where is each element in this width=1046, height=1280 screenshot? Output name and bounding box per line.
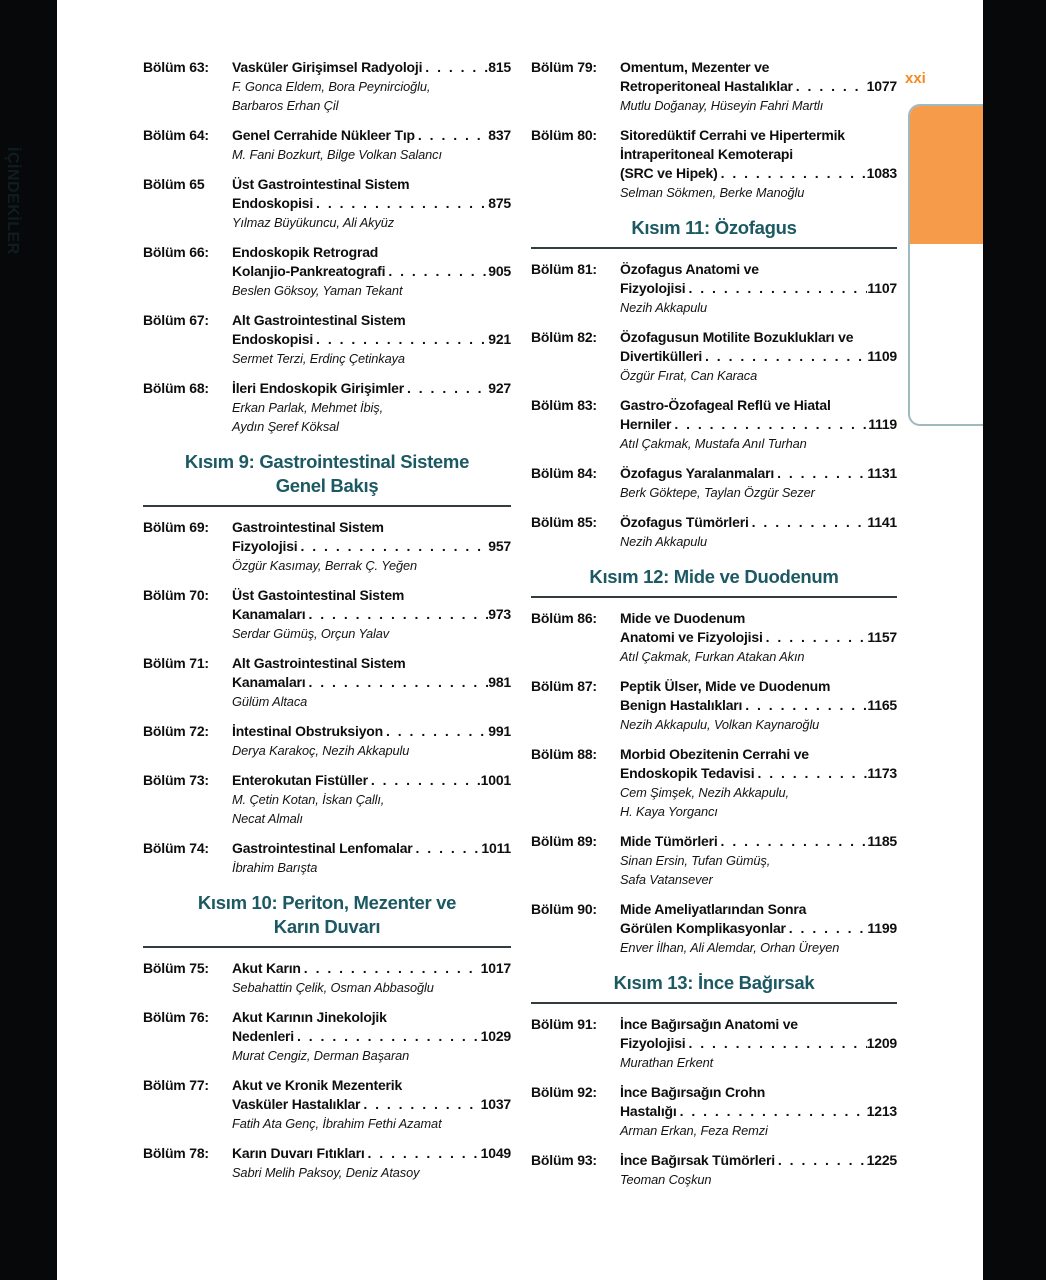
toc-entry (143, 959, 511, 997)
section-rule (143, 505, 511, 507)
chapter-title-leader (232, 771, 511, 790)
chapter-page-number: 981 (488, 674, 511, 690)
chapter-page-number: 927 (488, 380, 511, 396)
chapter-title-line: Kanamaları (232, 674, 306, 690)
chapter-title-line: Endoskopisi (232, 195, 314, 211)
thumb-tab-label: İÇİNDEKİLER (4, 147, 21, 255)
chapter-title-line: Benign Hastalıkları (620, 697, 743, 713)
dot-leader (702, 347, 867, 366)
author-line: M. Çetin Kotan, İskan Çallı, (232, 792, 385, 807)
chapter-label: Bölüm 84: (531, 465, 597, 481)
section-heading-line: Kısım 12: Mide ve Duodenum (589, 566, 839, 587)
chapter-title-line: Nedenleri (232, 1028, 294, 1044)
chapter-title-leader (232, 194, 511, 213)
section-heading (143, 891, 511, 948)
chapter-label: Bölüm 79: (531, 59, 597, 75)
chapter-title-leader (620, 279, 897, 298)
toc-entry (531, 745, 897, 821)
author-line: Özgür Kasımay, Berrak Ç. Yeğen (232, 558, 418, 573)
author-line: Sabri Melih Paksoy, Deniz Atasoy (232, 1165, 420, 1180)
section-heading (143, 450, 511, 507)
chapter-label: Bölüm 90: (531, 901, 597, 917)
chapter-title-leader (620, 1151, 897, 1170)
chapter-page-number: 991 (488, 723, 511, 739)
chapter-body (232, 1144, 511, 1182)
chapter-page-number: 1049 (480, 1145, 511, 1161)
author-line: Barbaros Erhan Çil (232, 98, 339, 113)
author-line: Atıl Çakmak, Mustafa Anıl Turhan (620, 436, 807, 451)
author-line: Sebahattin Çelik, Osman Abbasoğlu (232, 980, 434, 995)
dot-leader (301, 959, 481, 978)
dot-leader (793, 77, 867, 96)
author-line: M. Fani Bozkurt, Bilge Volkan Salancı (232, 147, 442, 162)
chapter-body (232, 311, 511, 368)
chapter-title-line: İleri Endoskopik Girişimler (232, 380, 404, 396)
author-line: Safa Vatansever (620, 872, 713, 887)
chapter-title-leader (620, 464, 897, 483)
chapter-label: Bölüm 85: (531, 514, 597, 530)
toc-entry (143, 839, 511, 877)
chapter-page-number: 1157 (867, 629, 897, 645)
toc-entry (143, 175, 511, 232)
author-line: Cem Şimşek, Nezih Akkapulu, (620, 785, 789, 800)
chapter-page-number: 1001 (480, 772, 511, 788)
chapter-title-leader (620, 1102, 897, 1121)
toc-column-left (143, 58, 511, 1193)
chapter-title-leader (620, 77, 897, 96)
author-line: F. Gonca Eldem, Bora Peynircioğlu, (232, 79, 431, 94)
chapter-page-number: 1107 (867, 280, 897, 296)
toc-entry (531, 126, 897, 202)
chapter-thumb-tab (908, 104, 983, 426)
chapter-title-line: Fizyolojisi (620, 280, 686, 296)
dot-leader (774, 464, 867, 483)
chapter-title-line: Özofagusun Motilite Bozuklukları ve (620, 329, 854, 345)
author-line: Enver İlhan, Ali Alemdar, Orhan Üreyen (620, 940, 840, 955)
author-line: Serdar Gümüş, Orçun Yalav (232, 626, 390, 641)
chapter-label: Bölüm 91: (531, 1016, 597, 1032)
chapter-label: Bölüm 89: (531, 833, 597, 849)
author-line: Nezih Akkapulu (620, 534, 708, 549)
toc-entry (143, 1008, 511, 1065)
chapter-label: Bölüm 74: (143, 840, 209, 856)
chapter-title-line: Retroperitoneal Hastalıklar (620, 78, 793, 94)
dot-leader (360, 1095, 480, 1114)
section-heading (531, 971, 897, 1004)
author-line: Derya Karakoç, Nezih Akkapulu (232, 743, 410, 758)
chapter-title-line: Akut Karının Jinekolojik (232, 1009, 387, 1025)
chapter-body (620, 832, 897, 889)
section-rule (531, 596, 897, 598)
chapter-body (620, 464, 897, 502)
page-number: xxi (905, 70, 926, 87)
author-line: Atıl Çakmak, Furkan Atakan Akın (620, 649, 805, 664)
chapter-title-leader (620, 513, 897, 532)
chapter-title-leader (620, 628, 897, 647)
chapter-page-number: 973 (488, 606, 511, 622)
chapter-label: Bölüm 92: (531, 1084, 597, 1100)
dot-leader (786, 919, 868, 938)
author-line: Fatih Ata Genç, İbrahim Fethi Azamat (232, 1116, 442, 1131)
toc-entry (143, 722, 511, 760)
chapter-body (620, 900, 897, 957)
author-line: Sinan Ersin, Tufan Gümüş, (620, 853, 771, 868)
chapter-title-line: İntraperitoneal Kemoterapi (620, 146, 793, 162)
toc-column-right (531, 58, 897, 1200)
chapter-label: Bölüm 93: (531, 1152, 597, 1168)
chapter-page-number: 1141 (867, 514, 897, 530)
author-line: Necat Almalı (232, 811, 303, 826)
toc-entry (143, 126, 511, 164)
author-line: Mutlu Doğanay, Hüseyin Fahri Martlı (620, 98, 824, 113)
toc-entry (531, 1151, 897, 1189)
chapter-body (232, 518, 511, 575)
chapter-title-line: Fizyolojisi (620, 1035, 686, 1051)
chapter-body (232, 126, 511, 164)
chapter-title-line: Akut Karın (232, 960, 301, 976)
chapter-title-leader (620, 347, 897, 366)
dot-leader (677, 1102, 867, 1121)
chapter-title-line: Alt Gastrointestinal Sistem (232, 655, 406, 671)
chapter-title-line: Vasküler Girişimsel Radyoloji (232, 59, 423, 75)
chapter-title-line: İnce Bağırsak Tümörleri (620, 1152, 775, 1168)
chapter-page-number: 815 (488, 59, 511, 75)
dot-leader (415, 126, 488, 145)
dot-leader (305, 673, 488, 692)
chapter-page-number: 1077 (866, 78, 897, 94)
dot-leader (305, 605, 488, 624)
toc-entry (143, 243, 511, 300)
chapter-title-line: Genel Cerrahide Nükleer Tıp (232, 127, 415, 143)
chapter-body (620, 513, 897, 551)
chapter-label: Bölüm 69: (143, 519, 209, 535)
chapter-body (232, 1076, 511, 1133)
chapter-title-leader (620, 764, 897, 783)
chapter-body (620, 745, 897, 821)
chapter-title-line: Endoskopisi (232, 331, 314, 347)
chapter-title-line: Mide ve Duodenum (620, 610, 746, 626)
section-heading-line: Kısım 11: Özofagus (631, 217, 797, 238)
section-heading-line: Kısım 13: İnce Bağırsak (613, 972, 815, 993)
chapter-title-leader (620, 919, 897, 938)
chapter-label: Bölüm 73: (143, 772, 209, 788)
chapter-body (620, 328, 897, 385)
dot-leader (422, 58, 488, 77)
chapter-label: Bölüm 83: (531, 397, 597, 413)
chapter-title-leader (232, 126, 511, 145)
chapter-body (232, 175, 511, 232)
chapter-title-line: Kanamaları (232, 606, 306, 622)
chapter-body (620, 396, 897, 453)
chapter-body (620, 1151, 897, 1189)
chapter-title-leader (232, 1095, 511, 1114)
chapter-title-line: Morbid Obezitenin Cerrahi ve (620, 746, 809, 762)
toc-entry (143, 311, 511, 368)
chapter-body (232, 839, 511, 877)
chapter-label: Bölüm 77: (143, 1077, 209, 1093)
chapter-title-leader (232, 839, 511, 858)
chapter-label: Bölüm 66: (143, 244, 209, 260)
dot-leader (368, 771, 481, 790)
chapter-label: Bölüm 81: (531, 261, 597, 277)
page-frame-right (983, 0, 1046, 1280)
section-heading-line: Kısım 9: Gastrointestinal Sisteme (184, 451, 470, 472)
chapter-title-leader (620, 164, 897, 183)
chapter-title-leader (620, 415, 897, 434)
chapter-title-leader (232, 959, 511, 978)
dot-leader (365, 1144, 481, 1163)
chapter-title-line: Mide Tümörleri (620, 833, 718, 849)
toc-entry (143, 58, 511, 115)
author-line: Gülüm Altaca (232, 694, 308, 709)
dot-leader (671, 415, 868, 434)
toc-entry (143, 379, 511, 436)
chapter-title-line: Sitoredüktif Cerrahi ve Hipertermik (620, 127, 845, 143)
toc-entry (143, 654, 511, 711)
chapter-label: Bölüm 76: (143, 1009, 209, 1025)
chapter-title-line: Akut ve Kronik Mezenterik (232, 1077, 403, 1093)
chapter-page-number: 875 (488, 195, 511, 211)
chapter-label: Bölüm 68: (143, 380, 209, 396)
chapter-title-line: Kolanjio-Pankreatografi (232, 263, 386, 279)
chapter-body (620, 1015, 897, 1072)
chapter-title-line: Mide Ameliyatlarından Sonra (620, 901, 807, 917)
chapter-title-leader (232, 1144, 511, 1163)
dot-leader (297, 537, 488, 556)
dot-leader (718, 832, 868, 851)
dot-leader (749, 513, 868, 532)
chapter-label: Bölüm 70: (143, 587, 209, 603)
chapter-page-number: 1199 (867, 920, 897, 936)
chapter-title-line: İntestinal Obstruksiyon (232, 723, 383, 739)
author-line: Teoman Coşkun (620, 1172, 712, 1187)
author-line: Sermet Terzi, Erdinç Çetinkaya (232, 351, 405, 366)
section-heading (531, 565, 897, 598)
author-line: Aydın Şeref Köksal (232, 419, 339, 434)
author-line: Arman Erkan, Feza Remzi (620, 1123, 768, 1138)
chapter-title-leader (232, 58, 511, 77)
chapter-body (620, 260, 897, 317)
chapter-title-leader (232, 605, 511, 624)
chapter-body (232, 654, 511, 711)
chapter-title-line: Herniler (620, 416, 672, 432)
toc-entry (531, 58, 897, 115)
chapter-body (232, 722, 511, 760)
chapter-label: Bölüm 82: (531, 329, 597, 345)
chapter-page-number: 1083 (866, 165, 897, 181)
dot-leader (313, 330, 488, 349)
chapter-label: Bölüm 75: (143, 960, 209, 976)
chapter-page-number: 1213 (866, 1103, 897, 1119)
toc-entry (531, 260, 897, 317)
chapter-label: Bölüm 86: (531, 610, 597, 626)
chapter-title-line: Hastalığı (620, 1103, 677, 1119)
chapter-title-line: Gastro-Özofageal Reflü ve Hiatal (620, 397, 831, 413)
chapter-body (620, 677, 897, 734)
toc-entry (531, 328, 897, 385)
chapter-title-line: Üst Gastointestinal Sistem (232, 587, 405, 603)
section-heading-line: Kısım 10: Periton, Mezenter ve (197, 892, 457, 913)
chapter-body (232, 586, 511, 643)
dot-leader (685, 279, 867, 298)
chapter-label: Bölüm 67: (143, 312, 209, 328)
chapter-title-line: Karın Duvarı Fıtıkları (232, 1145, 365, 1161)
chapter-title-leader (620, 696, 897, 715)
author-line: Özgür Fırat, Can Karaca (620, 368, 758, 383)
chapter-page-number: 1165 (867, 697, 897, 713)
chapter-title-line: Fizyolojisi (232, 538, 298, 554)
author-line: İbrahim Barışta (232, 860, 318, 875)
chapter-page-number: 921 (488, 331, 511, 347)
chapter-page-number: 1225 (866, 1152, 897, 1168)
dot-leader (763, 628, 868, 647)
section-rule (531, 1002, 897, 1004)
toc-entry (531, 609, 897, 666)
chapter-body (232, 243, 511, 300)
chapter-title-line: (SRC ve Hipek) (620, 165, 718, 181)
chapter-title-line: Gastrointestinal Lenfomalar (232, 840, 413, 856)
chapter-title-line: Endoskopik Retrograd (232, 244, 379, 260)
chapter-title-leader (232, 722, 511, 741)
chapter-title-line: Gastrointestinal Sistem (232, 519, 384, 535)
author-line: Murat Cengiz, Derman Başaran (232, 1048, 410, 1063)
chapter-page-number: 957 (488, 538, 511, 554)
chapter-title-line: Özofagus Anatomi ve (620, 261, 759, 277)
chapter-body (232, 379, 511, 436)
author-line: Nezih Akkapulu (620, 300, 708, 315)
chapter-body (232, 1008, 511, 1065)
chapter-page-number: 1017 (480, 960, 511, 976)
chapter-title-line: Peptik Ülser, Mide ve Duodenum (620, 678, 831, 694)
chapter-page-number: 1029 (480, 1028, 511, 1044)
chapter-title-leader (232, 537, 511, 556)
chapter-title-line: Özofagus Tümörleri (620, 514, 749, 530)
chapter-title-leader (620, 832, 897, 851)
chapter-label: Bölüm 78: (143, 1145, 209, 1161)
section-rule (143, 946, 511, 948)
chapter-title-leader (232, 262, 511, 281)
section-heading-line: Karın Duvarı (273, 916, 381, 937)
chapter-title-leader (232, 330, 511, 349)
toc-entry (531, 1015, 897, 1072)
toc-entry (531, 832, 897, 889)
toc-entry (531, 464, 897, 502)
chapter-page-number: 1209 (866, 1035, 897, 1051)
chapter-title-line: İnce Bağırsağın Crohn (620, 1084, 766, 1100)
chapter-title-line: Divertikülleri (620, 348, 703, 364)
toc-entry (531, 513, 897, 551)
dot-leader (313, 194, 488, 213)
chapter-body (232, 58, 511, 115)
chapter-page-number: 837 (488, 127, 511, 143)
chapter-label: Bölüm 64: (143, 127, 209, 143)
section-heading (531, 216, 897, 249)
dot-leader (754, 764, 867, 783)
chapter-page-number: 1109 (867, 348, 897, 364)
chapter-body (232, 771, 511, 828)
chapter-body (620, 126, 897, 202)
author-line: Selman Sökmen, Berke Manoğlu (620, 185, 805, 200)
chapter-body (232, 959, 511, 997)
chapter-title-line: Omentum, Mezenter ve (620, 59, 770, 75)
toc-entry (531, 396, 897, 453)
dot-leader (775, 1151, 867, 1170)
thumb-tab-orange-block (910, 106, 983, 244)
author-line: Murathan Erkent (620, 1055, 714, 1070)
chapter-title-line: Enterokutan Fistüller (232, 772, 368, 788)
chapter-label: Bölüm 71: (143, 655, 209, 671)
dot-leader (294, 1027, 481, 1046)
chapter-title-leader (232, 379, 511, 398)
section-rule (531, 247, 897, 249)
toc-entry (143, 586, 511, 643)
chapter-title-line: Özofagus Yaralanmaları (620, 465, 775, 481)
chapter-title-line: Alt Gastrointestinal Sistem (232, 312, 406, 328)
dot-leader (404, 379, 488, 398)
toc-entry (531, 1083, 897, 1140)
chapter-page-number: 1173 (867, 765, 897, 781)
toc-entry (143, 771, 511, 828)
chapter-label: Bölüm 63: (143, 59, 209, 75)
toc-entry (143, 1076, 511, 1133)
dot-leader (742, 696, 867, 715)
dot-leader (383, 722, 488, 741)
chapter-title-leader (232, 1027, 511, 1046)
author-line: Beslen Göksoy, Yaman Tekant (232, 283, 403, 298)
chapter-title-leader (620, 1034, 897, 1053)
chapter-page-number: 1037 (480, 1096, 511, 1112)
chapter-title-leader (232, 673, 511, 692)
dot-leader (385, 262, 488, 281)
chapter-title-line: Anatomi ve Fizyolojisi (620, 629, 763, 645)
chapter-title-line: Vasküler Hastalıklar (232, 1096, 361, 1112)
chapter-page-number: 905 (488, 263, 511, 279)
dot-leader (413, 839, 482, 858)
author-line: Nezih Akkapulu, Volkan Kaynaroğlu (620, 717, 820, 732)
author-line: Yılmaz Büyükuncu, Ali Akyüz (232, 215, 395, 230)
toc-entry (531, 900, 897, 957)
author-line: Erkan Parlak, Mehmet İbiş, (232, 400, 384, 415)
chapter-page-number: 1131 (867, 465, 897, 481)
chapter-page-number: 1011 (481, 840, 511, 856)
chapter-label: Bölüm 87: (531, 678, 597, 694)
chapter-label: Bölüm 72: (143, 723, 209, 739)
chapter-title-line: Üst Gastrointestinal Sistem (232, 176, 410, 192)
chapter-label: Bölüm 65 (143, 176, 205, 192)
chapter-title-line: Görülen Komplikasyonlar (620, 920, 786, 936)
chapter-body (620, 1083, 897, 1140)
chapter-label: Bölüm 88: (531, 746, 597, 762)
dot-leader (718, 164, 867, 183)
chapter-page-number: 1119 (868, 416, 897, 432)
author-line: Berk Göktepe, Taylan Özgür Sezer (620, 485, 815, 500)
section-heading-line: Genel Bakış (275, 475, 379, 496)
dot-leader (685, 1034, 866, 1053)
chapter-label: Bölüm 80: (531, 127, 597, 143)
toc-entry (531, 677, 897, 734)
chapter-title-line: İnce Bağırsağın Anatomi ve (620, 1016, 798, 1032)
chapter-title-line: Endoskopik Tedavisi (620, 765, 755, 781)
chapter-page-number: 1185 (867, 833, 897, 849)
chapter-body (620, 58, 897, 115)
toc-entry (143, 518, 511, 575)
author-line: H. Kaya Yorgancı (620, 804, 718, 819)
chapter-body (620, 609, 897, 666)
toc-entry (143, 1144, 511, 1182)
